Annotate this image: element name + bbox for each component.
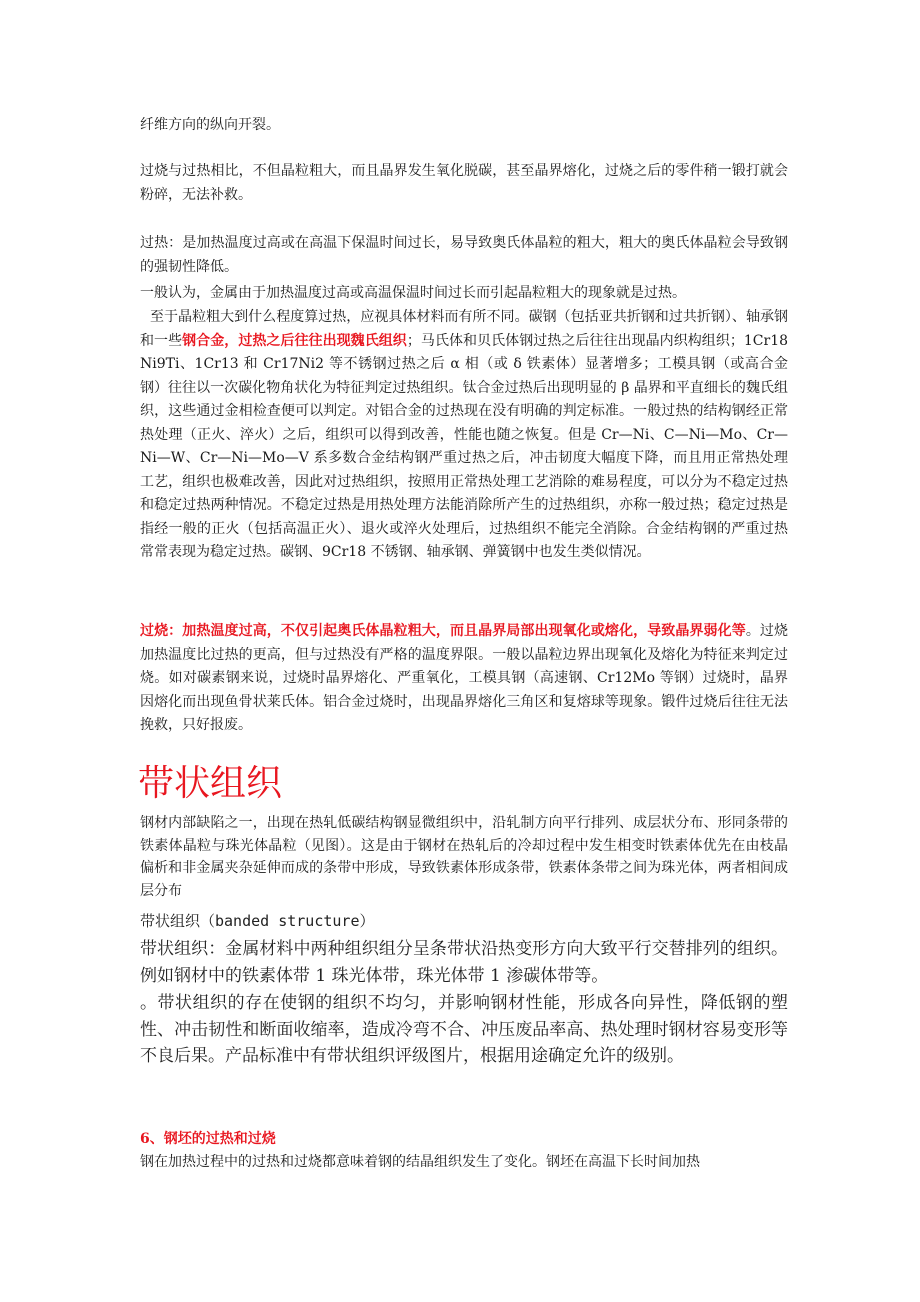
- overburn-details: 。过烧加热温度比过热的更高，但与过热没有严格的温度界限。一般以晶粒边界出现氧化及熔化为特征来判定过烧。如对碳素钢来说，过烧时晶界熔化、严重氧化，工模具钢（高速钢、Cr12Mo 等钢）过烧时，晶界因熔化而出现鱼骨状莱氏体。铝合金过烧时，出现晶界熔化三角区和复熔球等现象。锻件过烧后往往无法挽救，只好报废。: [140, 623, 789, 733]
- paragraph-billet-text: 钢在加热过程中的过热和过烧都意味着钢的结晶组织发生了变化。钢坯在高温下长时间加热: [140, 1154, 700, 1170]
- heading-banded-structure: 带状组织: [138, 763, 283, 804]
- paragraph-banded-title: 带状组织（banded structure）: [140, 912, 375, 930]
- paragraph-overheat-details: [140, 306, 788, 565]
- paragraph-banded-effects: 。带状组织的存在使钢的组织不均匀，并影响钢材性能，形成各向异性，降低钢的塑性、冲击韧性和断面收缩率，造成冷弯不合、冲压废品率高、热处理时钢材容易变形等不良后果。产品标准中有带状组织评级图片，根据用途确定允许的级别。: [140, 993, 788, 1066]
- paragraph-overheat-general: 一般认为，金属由于加热温度过高或高温保温时间过长而引起晶粒粗大的现象就是过热。: [140, 285, 686, 301]
- overburn-highlight: 过烧：加热温度过高，不仅引起奥氏体晶粒粗大，而且晶界局部出现氧化或熔化，导致晶界弱化等: [140, 623, 746, 639]
- paragraph-banded-description: 钢材内部缺陷之一，出现在热轧低碳结构钢显微组织中，沿轧制方向平行排列、成层状分布、形同条带的铁素体晶粒与珠光体晶粒（见图）。这是由于钢材在热轧后的冷却过程中发生相变时铁素体优先在由枝晶偏析和非金属夹杂延伸而成的条带中形成，导致铁素体形成条带，铁素体条带之间为珠光体，两者相间成层分布: [140, 815, 788, 899]
- overheat-details-part-a: 至于晶粒粗大到什么程度算过热，应视具体材料而有所不同。碳钢（包括亚共折钢和过共折钢）、轴承钢和一些: [140, 309, 788, 349]
- paragraph-overburn-vs-overheat: 过烧与过热相比，不但晶粒粗大，而且晶界发生氧化脱碳，甚至晶界熔化，过烧之后的零件稍一锻打就会粉碎，无法补救。: [140, 163, 788, 203]
- overheat-highlight: 钢合金，过热之后往往出现魏氏组织: [182, 332, 407, 349]
- paragraph-overburn: [140, 620, 788, 738]
- paragraph-banded-definition: 带状组织：金属材料中两种组织组分呈条带状沿热变形方向大致平行交替排列的组织。例如钢材中的铁素体带 1 珠光体带，珠光体带 1 渗碳体带等。: [140, 939, 788, 986]
- subheading-billet-overheat: 6、钢坯的过热和过烧: [140, 1131, 276, 1147]
- paragraph-overheat-definition: 过热：是加热温度过高或在高温下保温时间过长，易导致奥氏体晶粒的粗大，粗大的奥氏体晶粒会导致钢的强韧性降低。: [140, 235, 788, 275]
- paragraph-intro: 纤维方向的纵向开裂。: [140, 117, 280, 133]
- overheat-details-part-c: ；马氏体和贝氏体钢过热之后往往出现晶内织构组织；1Cr18Ni9Ti、1Cr13 和 Cr17Ni2 等不锈钢过热之后 α 相（或 δ 铁素体）显著增多；工模具钢（或高合金钢）往往以一次碳化物角状化为特征判定过热组织。钛合金过热后出现明显的 β 晶界和平直细长的魏氏组织，这些通过金相检查便可以判定。对铝合金的过热现在没有明确的判定标准。一般过热的结构钢经正常热处理（正火、淬火）之后，组织可以得到改善，性能也随之恢复。但是 Cr—Ni、C—Ni—Mo、Cr—Ni—W、Cr—Ni—Mo—V 系多数合金结构钢严重过热之后，冲击韧度大幅度下降，而且用正常热处理工艺，组织也极难改善，因此对过热组织，按照用正常热处理工艺消除的难易程度，可以分为不稳定过热和稳定过热两种情况。不稳定过热是用热处理方法能消除所产生的过热组织，亦称一般过热；稳定过热是指经一般的正火（包括高温正火）、退火或淬火处理后，过热组织不能完全消除。合金结构钢的严重过热常常表现为稳定过热。碳钢、9Cr18 不锈钢、轴承钢、弹簧钢中也发生类似情况。: [140, 332, 789, 560]
